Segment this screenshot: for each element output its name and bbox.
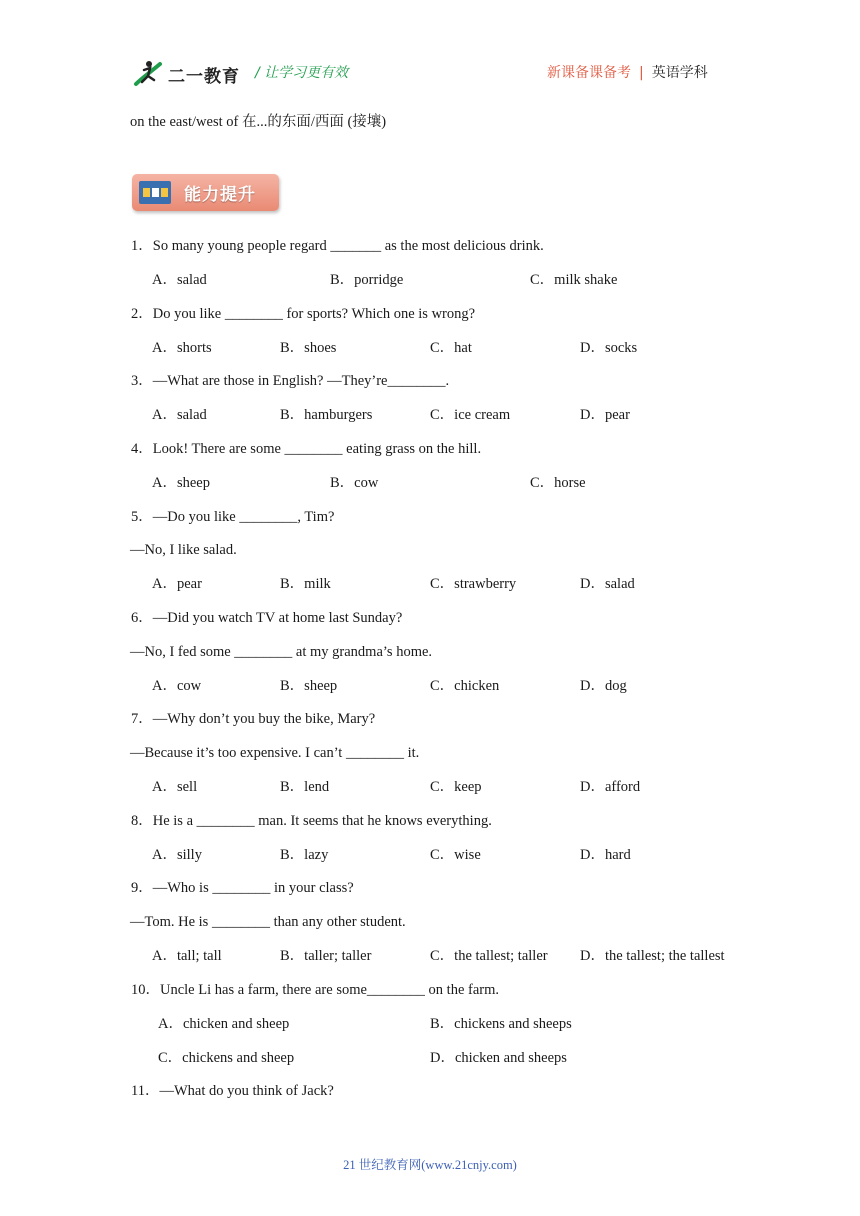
question-10-option-b: B．chickens and sheeps bbox=[430, 1016, 572, 1032]
question-5-option-d: D．salad bbox=[580, 576, 635, 592]
question-9-reply: —Tom. He is ________ than any other student. bbox=[130, 914, 406, 930]
question-10-stem: 10．Uncle Li has a farm, there are some________ on the farm. bbox=[131, 982, 500, 998]
question-10-option-c: C．chickens and sheep bbox=[158, 1050, 295, 1066]
question-5-option-c: C．strawberry bbox=[430, 576, 517, 592]
question-7-stem: 7．—Why don’t you buy the bike, Mary? bbox=[131, 711, 376, 727]
question-1-option-a: A．salad bbox=[152, 272, 207, 288]
question-1-option-b: B．porridge bbox=[330, 272, 404, 288]
logo bbox=[132, 58, 242, 88]
question-5-stem: 5．—Do you like ________, Tim? bbox=[131, 509, 335, 525]
question-8-option-b: B．lazy bbox=[280, 847, 329, 863]
question-6-option-d: D．dog bbox=[580, 678, 627, 694]
question-2-option-d: D．socks bbox=[580, 340, 638, 356]
page-header bbox=[0, 0, 860, 100]
question-10-option-a: A．chicken and sheep bbox=[158, 1016, 290, 1032]
question-7-option-a: A．sell bbox=[152, 779, 198, 795]
question-8-option-c: C．wise bbox=[430, 847, 481, 863]
question-7-reply: —Because it’s too expensive. I can’t ________ it. bbox=[130, 745, 420, 761]
section-title: 能力提升 bbox=[184, 185, 256, 205]
question-4-option-c: C．horse bbox=[530, 475, 586, 491]
question-4-option-b: B．cow bbox=[330, 475, 379, 491]
question-9-option-c: C．the tallest; taller bbox=[430, 948, 548, 964]
question-3-option-b: B．hamburgers bbox=[280, 407, 373, 423]
page-footer: 21 世纪教育网(www.21cnjy.com) bbox=[343, 1158, 517, 1172]
question-2-option-a: A．shorts bbox=[152, 340, 212, 356]
question-2-option-b: B．shoes bbox=[280, 340, 337, 356]
question-8-stem: 8．He is a ________ man. It seems that he knows everything. bbox=[131, 813, 492, 829]
header-separator: | bbox=[639, 65, 644, 81]
question-9-option-a: A．tall; tall bbox=[152, 948, 222, 964]
question-7-option-d: D．afford bbox=[580, 779, 641, 795]
question-6-option-c: C．chicken bbox=[430, 678, 500, 694]
question-5-option-a: A．pear bbox=[152, 576, 202, 592]
subject-label: 英语学科 bbox=[651, 65, 708, 81]
section-badge bbox=[132, 174, 279, 211]
question-3-stem: 3．—What are those in English? —They’re________. bbox=[131, 373, 450, 389]
question-6-reply: —No, I fed some ________ at my grandma’s home. bbox=[130, 644, 433, 660]
slogan: / 让学习更有效 bbox=[255, 65, 349, 81]
question-6-stem: 6．—Did you watch TV at home last Sunday? bbox=[131, 610, 403, 626]
question-1-option-c: C．milk shake bbox=[530, 272, 618, 288]
question-5-reply: —No, I like salad. bbox=[130, 542, 237, 558]
question-10-option-d: D．chicken and sheeps bbox=[430, 1050, 567, 1066]
question-8-option-a: A．silly bbox=[152, 847, 202, 863]
question-7-option-c: C．keep bbox=[430, 779, 482, 795]
question-8-option-d: D．hard bbox=[580, 847, 631, 863]
question-7-option-b: B．lend bbox=[280, 779, 330, 795]
question-5-option-b: B．milk bbox=[280, 576, 331, 592]
question-4-stem: 4．Look! There are some ________ eating grass on the hill. bbox=[131, 441, 482, 457]
question-6-option-b: B．sheep bbox=[280, 678, 338, 694]
question-4-option-a: A．sheep bbox=[152, 475, 210, 491]
question-2-stem: 2．Do you like ________ for sports? Which one is wrong? bbox=[131, 306, 476, 322]
question-9-option-d: D．the tallest; the tallest bbox=[580, 948, 725, 964]
question-11-stem: 11．—What do you think of Jack? bbox=[131, 1083, 334, 1099]
question-3-option-d: D．pear bbox=[580, 407, 630, 423]
intro-line: on the east/west of 在...的东面/西面 (接壤) bbox=[130, 114, 387, 130]
question-1-stem: 1．So many young people regard _______ as the most delicious drink. bbox=[131, 238, 544, 254]
runner-logo-icon bbox=[132, 58, 162, 88]
question-3-option-a: A．salad bbox=[152, 407, 207, 423]
course-label: 新课备课备考 bbox=[547, 65, 631, 81]
question-6-option-a: A．cow bbox=[152, 678, 202, 694]
question-2-option-c: C．hat bbox=[430, 340, 472, 356]
header-course-info bbox=[547, 62, 708, 82]
people-icon bbox=[139, 181, 171, 204]
logo-text: 二一教育 bbox=[168, 67, 240, 86]
question-3-option-c: C．ice cream bbox=[430, 407, 511, 423]
question-9-option-b: B．taller; taller bbox=[280, 948, 372, 964]
question-9-stem: 9．—Who is ________ in your class? bbox=[131, 880, 354, 896]
